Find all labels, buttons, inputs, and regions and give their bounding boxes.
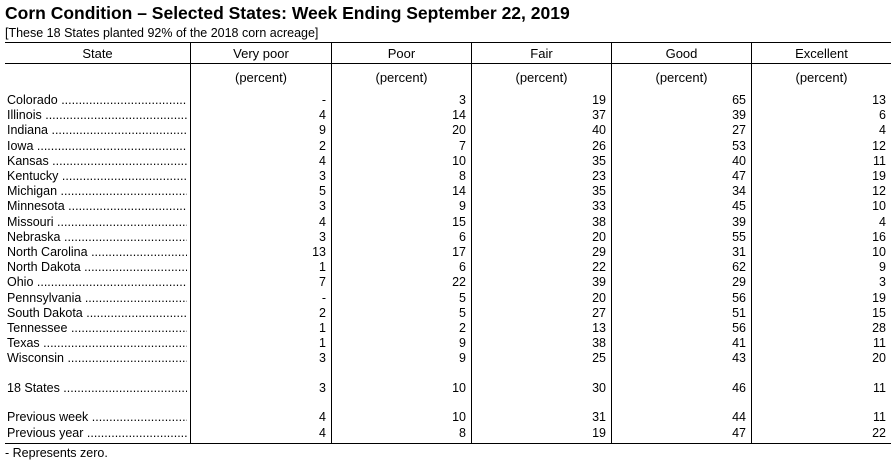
value-cell: 4 <box>319 153 326 168</box>
value-cell: 5 <box>459 290 466 305</box>
row-label: South Dakota ..... <box>7 306 187 321</box>
value-cell: 20 <box>872 351 886 366</box>
value-cell: 11 <box>873 153 886 168</box>
value-cell: 46 <box>732 381 746 395</box>
value-cell: 29 <box>592 245 606 259</box>
value-cell: 20 <box>592 290 606 305</box>
value-cell: 1 <box>319 260 326 275</box>
column-header-very-poor: Very poor <box>233 46 289 61</box>
value-cell: 4 <box>319 410 326 424</box>
value-cell: 31 <box>732 245 746 259</box>
table-row <box>5 169 891 184</box>
value-cell: 15 <box>872 305 886 320</box>
table-row <box>5 139 891 154</box>
table-row <box>5 321 891 336</box>
value-cell: 29 <box>732 275 746 290</box>
value-cell: 8 <box>459 169 466 183</box>
value-cell: 9 <box>459 336 466 351</box>
value-cell: 43 <box>732 351 746 366</box>
total-row <box>5 381 891 396</box>
value-cell: 44 <box>732 410 746 424</box>
value-cell: 2 <box>319 138 326 153</box>
value-cell: 10 <box>872 199 886 214</box>
table-row <box>5 336 891 351</box>
comparison-row <box>5 426 891 441</box>
table-row <box>5 275 891 290</box>
value-cell: 3 <box>319 351 326 366</box>
value-cell: 62 <box>732 260 746 275</box>
value-cell: 35 <box>592 184 606 199</box>
footnote: - Represents zero. <box>5 446 108 460</box>
value-cell: 10 <box>452 410 466 424</box>
row-label: Texas ..... <box>7 336 187 351</box>
row-label: Previous week ..... <box>7 410 187 425</box>
row-label: Nebraska ..... <box>7 230 187 245</box>
table-row <box>5 291 891 306</box>
value-cell: 39 <box>592 275 606 290</box>
value-cell: 6 <box>459 260 466 275</box>
value-cell: 20 <box>452 123 466 138</box>
table-row <box>5 306 891 321</box>
value-cell: 9 <box>459 199 466 214</box>
column-header-good: Good <box>665 46 698 61</box>
value-cell: 26 <box>592 138 606 153</box>
value-cell: 14 <box>452 184 466 199</box>
value-cell: 10 <box>452 381 466 395</box>
value-cell: 20 <box>592 229 606 244</box>
value-cell: 16 <box>872 229 886 244</box>
row-label: Minnesota ..... <box>7 199 187 214</box>
value-cell: 1 <box>319 321 326 335</box>
row-label: Michigan ..... <box>7 184 187 199</box>
value-cell: 37 <box>592 108 606 123</box>
value-cell: 40 <box>592 123 606 138</box>
row-label: Illinois ..... <box>7 108 187 123</box>
value-cell: 11 <box>873 381 886 395</box>
value-cell: 47 <box>732 426 746 440</box>
unit-label: (percent) <box>655 70 708 85</box>
value-cell: 38 <box>592 214 606 229</box>
value-cell: 12 <box>872 184 886 199</box>
value-cell: 3 <box>319 381 326 395</box>
value-cell: 10 <box>452 153 466 168</box>
value-cell: 33 <box>592 199 606 214</box>
value-cell: 9 <box>879 260 886 275</box>
column-header-state: State <box>82 46 113 61</box>
value-cell: 11 <box>873 410 886 424</box>
row-label: 18 States ..... <box>7 381 187 396</box>
value-cell: 3 <box>459 93 466 107</box>
table-row <box>5 260 891 275</box>
value-cell: 4 <box>319 214 326 229</box>
value-cell: 2 <box>459 321 466 335</box>
value-cell: 35 <box>592 153 606 168</box>
value-cell: 19 <box>872 290 886 305</box>
row-label: Previous year ..... <box>7 426 187 441</box>
value-cell: 39 <box>732 108 746 123</box>
value-cell: 6 <box>459 229 466 244</box>
value-cell: 23 <box>592 169 606 183</box>
row-label: Iowa ..... <box>7 139 187 154</box>
table-row <box>5 154 891 169</box>
row-label: Kentucky ..... <box>7 169 187 184</box>
value-cell: 56 <box>732 290 746 305</box>
column-header-poor: Poor <box>387 46 416 61</box>
value-cell: 47 <box>732 169 746 183</box>
value-cell: 13 <box>312 245 326 259</box>
value-cell: 3 <box>879 275 886 290</box>
row-label: Tennessee ..... <box>7 321 187 336</box>
value-cell: 3 <box>319 199 326 214</box>
value-cell: 41 <box>732 336 746 351</box>
unit-label: (percent) <box>515 70 568 85</box>
value-cell: 10 <box>872 245 886 259</box>
value-cell: 22 <box>872 426 886 440</box>
row-label: Missouri ..... <box>7 215 187 230</box>
value-cell: 27 <box>592 305 606 320</box>
value-cell: 19 <box>592 93 606 107</box>
unit-label: (percent) <box>375 70 428 85</box>
value-cell: 4 <box>879 214 886 229</box>
row-label: Ohio ..... <box>7 275 187 290</box>
value-cell: 51 <box>732 305 746 320</box>
value-cell: 30 <box>592 381 606 395</box>
value-cell: 6 <box>879 108 886 123</box>
value-cell: 17 <box>452 245 466 259</box>
value-cell: 65 <box>732 93 746 107</box>
value-cell: 25 <box>592 351 606 366</box>
value-cell: 45 <box>732 199 746 214</box>
value-cell: 53 <box>732 138 746 153</box>
value-cell: 3 <box>319 169 326 183</box>
condition-table <box>5 42 891 444</box>
table-row <box>5 123 891 138</box>
value-cell: 19 <box>592 426 606 440</box>
value-cell: 13 <box>592 321 606 335</box>
table-row <box>5 230 891 245</box>
value-cell: 15 <box>452 214 466 229</box>
value-cell: 2 <box>319 305 326 320</box>
value-cell: 5 <box>459 305 466 320</box>
table-row <box>5 215 891 230</box>
comparison-row <box>5 410 891 425</box>
value-cell: 22 <box>452 275 466 290</box>
table-row <box>5 93 891 108</box>
table-row <box>5 184 891 199</box>
value-cell: 9 <box>459 351 466 366</box>
value-cell: 7 <box>459 138 466 153</box>
value-cell: 38 <box>592 336 606 351</box>
value-cell: 4 <box>319 426 326 440</box>
value-cell: 13 <box>872 93 886 107</box>
table-title: Corn Condition – Selected States: Week Ending September 22, 2019 <box>5 3 570 23</box>
value-cell: 22 <box>592 260 606 275</box>
table-row <box>5 245 891 260</box>
value-cell: 5 <box>319 184 326 199</box>
value-cell: 9 <box>319 123 326 138</box>
value-cell: 27 <box>732 123 746 138</box>
value-cell: 40 <box>732 153 746 168</box>
value-cell: 11 <box>873 336 886 351</box>
row-label: North Carolina ..... <box>7 245 187 260</box>
value-cell: 3 <box>319 229 326 244</box>
row-label: Indiana ..... <box>7 123 187 138</box>
column-header-excellent: Excellent <box>795 46 848 61</box>
value-cell: 14 <box>452 108 466 123</box>
value-cell: 28 <box>872 321 886 335</box>
value-cell: - <box>321 290 326 305</box>
value-cell: 4 <box>879 123 886 138</box>
unit-label: (percent) <box>795 70 848 85</box>
row-label: North Dakota ..... <box>7 260 187 275</box>
row-label: Colorado ..... <box>7 93 187 108</box>
value-cell: 7 <box>319 275 326 290</box>
value-cell: 4 <box>319 108 326 123</box>
row-label: Wisconsin ..... <box>7 351 187 366</box>
unit-label: (percent) <box>234 70 288 85</box>
table-row <box>5 108 891 123</box>
table-row <box>5 351 891 366</box>
table-row <box>5 199 891 214</box>
value-cell: 12 <box>872 138 886 153</box>
value-cell: 8 <box>459 426 466 440</box>
value-cell: 55 <box>732 229 746 244</box>
value-cell: 56 <box>732 321 746 335</box>
value-cell: 1 <box>319 336 326 351</box>
row-label: Pennsylvania ..... <box>7 291 187 306</box>
row-label: Kansas ..... <box>7 154 187 169</box>
table-body <box>5 43 891 443</box>
value-cell: 39 <box>732 214 746 229</box>
value-cell: 34 <box>732 184 746 199</box>
table-subtitle: [These 18 States planted 92% of the 2018 corn acreage] <box>5 26 319 40</box>
column-header-fair: Fair <box>530 46 553 61</box>
value-cell: 19 <box>872 169 886 183</box>
value-cell: 31 <box>592 410 606 424</box>
value-cell: - <box>321 93 326 107</box>
